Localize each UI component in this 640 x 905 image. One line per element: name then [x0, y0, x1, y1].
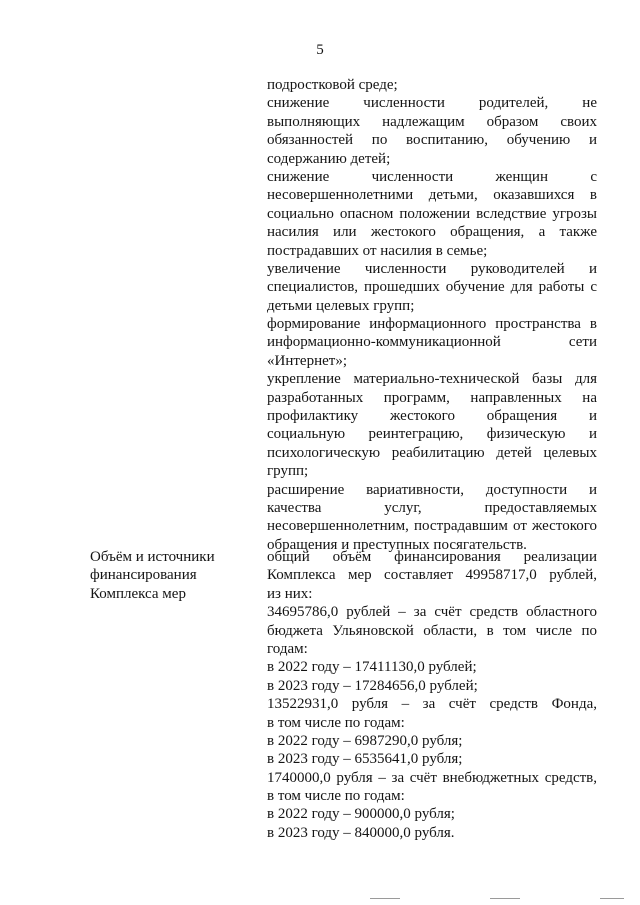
footer-mark — [370, 898, 400, 899]
page-number: 5 — [316, 42, 324, 58]
label-line: Комплекса мер — [90, 585, 186, 602]
footer-mark — [600, 898, 624, 899]
text-line: несовершеннолетними детьми, оказавшихся в — [267, 187, 597, 204]
text-line: общий объём финансирования реализации — [267, 549, 597, 565]
text-line: содержанию детей; — [267, 150, 391, 167]
text-line: пострадавших от насилия в семье; — [267, 242, 488, 259]
text-line: разработанных программ, направленных на — [267, 389, 597, 406]
label-line: финансирования — [90, 567, 197, 584]
financing-details — [267, 548, 597, 842]
financing-label — [90, 548, 250, 603]
footer-marks — [0, 898, 640, 904]
text-line: социально опасном положении вследствие угрозы — [267, 205, 597, 222]
text-line: снижение численности женщин с — [267, 168, 597, 185]
text-line: 1740000,0 рубля – за счёт внебюджетных средств, — [267, 769, 597, 786]
text-line: Комплекса мер составляет 49958717,0 рублей, — [267, 567, 597, 584]
text-line: бюджета Ульяновской области, в том числе по — [267, 622, 597, 639]
text-line: в том числе по годам: — [267, 788, 405, 805]
text-line: подростковой среде; — [267, 77, 398, 93]
text-line: в 2023 году – 840000,0 рубля. — [267, 824, 455, 841]
text-line: выполняющих надлежащим образом своих — [267, 113, 597, 130]
footer-mark — [490, 898, 520, 899]
text-line: в 2022 году – 900000,0 рубля; — [267, 806, 455, 823]
text-line: информационно-коммуникационной сети — [267, 334, 597, 351]
text-line: 34695786,0 рублей – за счёт средств областного — [267, 604, 597, 621]
text-line: качества услуг, предоставляемых — [267, 499, 597, 516]
text-line: социальную реинтеграцию, физическую и — [267, 426, 597, 443]
text-line: укрепление материально-технической базы для — [267, 371, 597, 388]
goals-list — [267, 76, 597, 554]
text-line: в том числе по годам: — [267, 714, 405, 731]
text-line: формирование информационного пространства в — [267, 316, 597, 333]
text-line: насилия или жестокого обращения, а также — [267, 224, 597, 241]
text-line: снижение численности родителей, не — [267, 95, 597, 112]
text-line: годам: — [267, 640, 308, 657]
text-line: расширение вариативности, доступности и — [267, 481, 597, 498]
text-line: детьми целевых групп; — [267, 297, 415, 314]
text-line: в 2023 году – 17284656,0 рублей; — [267, 677, 478, 694]
text-line: в 2022 году – 17411130,0 рублей; — [267, 659, 477, 676]
text-line: обращения и преступных посягательств. — [267, 536, 527, 553]
text-line: из них: — [267, 585, 313, 602]
text-line: несовершеннолетним, пострадавшим от жестокого — [267, 518, 597, 535]
text-line: профилактику жестокого обращения и — [267, 408, 597, 425]
text-line: специалистов, прошедших обучение для работы с — [267, 279, 597, 296]
text-line: увеличение численности руководителей и — [267, 260, 597, 277]
text-line: обязанностей по воспитанию, обучению и — [267, 132, 597, 149]
text-line: психологическую реабилитацию детей целевых — [267, 444, 597, 461]
text-line: «Интернет»; — [267, 352, 347, 369]
text-line: в 2022 году – 6987290,0 рубля; — [267, 732, 463, 749]
text-line: в 2023 году – 6535641,0 рубля; — [267, 751, 463, 768]
text-line: 13522931,0 рубля – за счёт средств Фонда, — [267, 696, 597, 713]
text-line: групп; — [267, 463, 309, 480]
label-line: Объём и источники — [90, 549, 215, 565]
